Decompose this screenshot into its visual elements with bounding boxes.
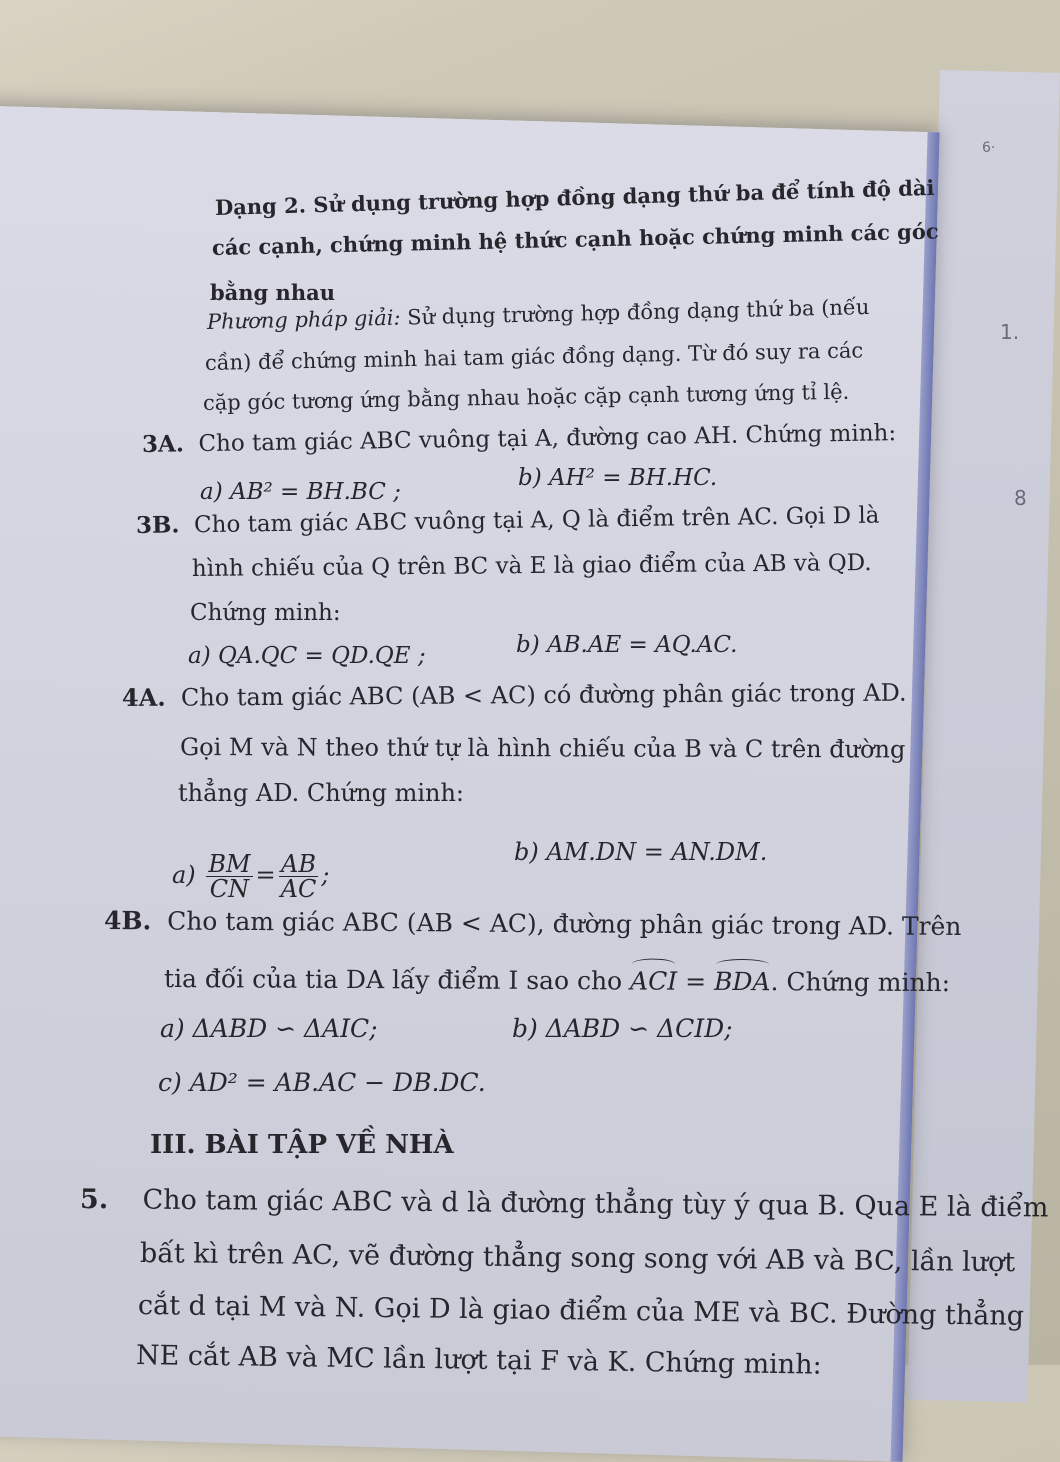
problem-4a-a <box>172 852 329 901</box>
angle-bda: BDA <box>713 966 771 997</box>
problem-5-line1: Cho tam giác ABC và d là đường thẳng tùy ý qua B. Qua E là điểm <box>142 1184 1049 1224</box>
problem-4b-line1: Cho tam giác ABC (AB < AC), đường phân giác trong AD. Trên <box>167 906 962 941</box>
problem-5-line3: cắt d tại M và N. Gọi D là giao điểm của ME và BC. Đường thẳng <box>137 1290 1025 1332</box>
problem-4b-b: b) ΔABD ∽ ΔCID; <box>512 1014 733 1043</box>
problem-3b-a: a) QA.QC = QD.QE ; <box>188 643 426 669</box>
margin-mark-right: 8 <box>1014 486 1027 510</box>
problem-4a-number: 4A. <box>121 682 166 712</box>
margin-mark-top: 6· <box>982 140 996 156</box>
problem-5-line4: NE cắt AB và MC lần lượt tại F và K. Chứng minh: <box>135 1340 822 1381</box>
fraction-ab-ac-denominator: AC <box>280 875 317 903</box>
fraction-ab-ac <box>279 852 319 901</box>
method-text1: Sử dụng trường hợp đồng dạng thứ ba (nếu <box>406 294 870 330</box>
problem-4a-line3: thẳng AD. Chứng minh: <box>178 779 464 807</box>
fraction-ab-ac-numerator: AB <box>279 852 319 877</box>
problem-3b-line1: Cho tam giác ABC vuông tại A, Q là điểm trên AC. Gọi D là <box>193 502 880 539</box>
fraction-bm-cn <box>206 852 252 901</box>
angle-aci: ACI <box>630 966 678 996</box>
problem-5-stem <box>79 1184 1049 1224</box>
fraction-bm-cn-numerator: BM <box>208 850 251 878</box>
problem-4b-stem <box>104 908 962 939</box>
problem-4b-line2 <box>163 964 951 998</box>
problem-3b-b: b) AB.AE = AQ.AC. <box>516 632 738 658</box>
dang2-title-line2: các cạnh, chứng minh hệ thức cạnh hoặc chứng minh các góc <box>211 218 939 260</box>
method-line3: cặp góc tương ứng bằng nhau hoặc cặp cạnh tương ứng tỉ lệ. <box>202 379 850 415</box>
problem-3a-number: 3A. <box>141 430 185 458</box>
dang2-title-line3: bằng nhau <box>210 280 335 305</box>
problem-5-number: 5. <box>79 1184 109 1216</box>
angle-equals: = <box>685 966 707 996</box>
problem-4a-line1: Cho tam giác ABC (AB < AC) có đường phân giác trong AD. <box>180 678 907 712</box>
problem-3a-a: a) AB² = BH.BC ; <box>200 479 401 505</box>
problem-3b-line3: Chứng minh: <box>190 600 341 626</box>
method-label: Phương pháp giải: <box>206 305 401 334</box>
problem-4a-a-label: a) <box>172 861 196 889</box>
problem-4a-a-end: ; <box>321 861 330 889</box>
problem-4b-line2-end: . Chứng minh: <box>770 967 951 998</box>
margin-mark-mid: 1. <box>1000 320 1020 344</box>
problem-4a-b: b) AM.DN = AN.DM. <box>514 838 768 866</box>
problem-4b-c: c) AD² = AB.AC − DB.DC. <box>158 1068 486 1097</box>
problem-5-line2: bất kì trên AC, vẽ đường thẳng song song với AB và BC, lần lượt <box>139 1238 1016 1279</box>
problem-4b-a: a) ΔABD ∽ ΔAIC; <box>160 1014 378 1043</box>
method-line2: cần) để chứng minh hai tam giác đồng dạng. Từ đó suy ra các <box>204 338 864 375</box>
problem-3a-text: Cho tam giác ABC vuông tại A, đường cao AH. Chứng minh: <box>198 420 897 458</box>
problem-3b-line2: hình chiếu của Q trên BC và E là giao điểm của AB và QD. <box>191 550 872 582</box>
problem-4a-stem <box>121 678 907 712</box>
problem-3b-number: 3B. <box>135 511 180 539</box>
problem-3a-b: b) AH² = BH.HC. <box>518 465 718 491</box>
section-homework-title: III. BÀI TẬP VỀ NHÀ <box>150 1130 454 1160</box>
problem-4b-line2-start: tia đối của tia DA lấy điểm I sao cho <box>163 964 623 996</box>
fraction-equals: = <box>255 861 276 889</box>
dang2-title-line1: Dạng 2. Sử dụng trường hợp đồng dạng thứ ba để tính độ dài <box>214 174 935 220</box>
fraction-bm-cn-denominator: CN <box>209 875 250 903</box>
problem-4a-line2: Gọi M và N theo thứ tự là hình chiếu của B và C trên đường <box>179 733 906 764</box>
problem-4b-number: 4B. <box>103 906 152 936</box>
